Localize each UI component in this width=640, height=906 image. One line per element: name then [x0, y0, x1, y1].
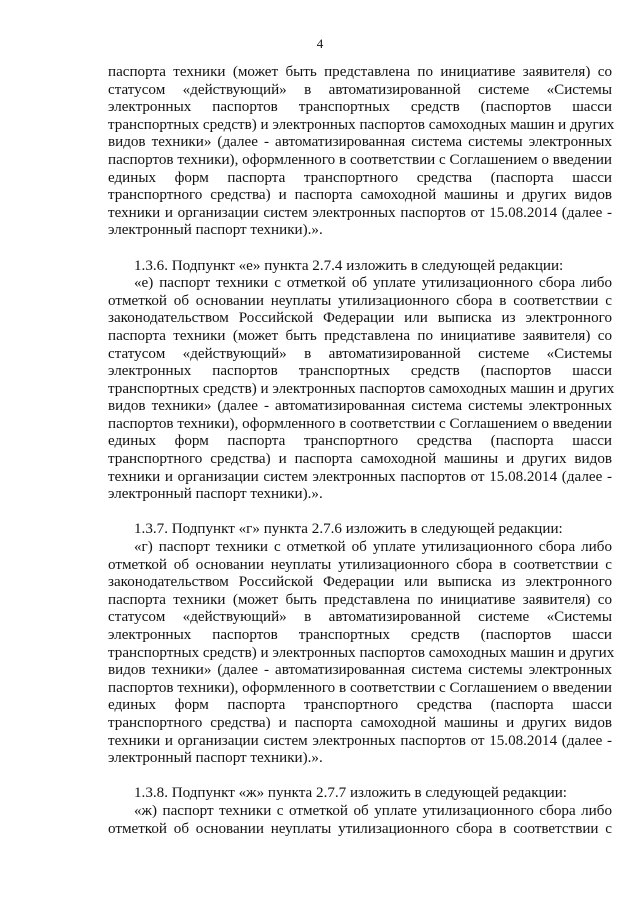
text-line: транспортного средства) и паспорта самоходной машины и других видов	[108, 451, 612, 468]
text-line: «е) паспорт техники с отметкой об уплате утилизационного сбора либо	[134, 275, 612, 292]
text-line: электронных паспортов транспортных средств (паспортов шасси	[108, 627, 612, 643]
text-line: 1.3.7. Подпункт «г» пункта 2.7.6 изложить в следующей редакции:	[134, 521, 563, 538]
paragraph-gap	[108, 240, 612, 258]
text-line: паспорта техники (может быть представлена по инициативе заявителя) со	[108, 591, 612, 608]
page-number: 4	[316, 36, 324, 51]
paragraph-gap	[108, 768, 612, 786]
text-line: единых форм паспорта транспортного средства (паспорта шасси	[108, 433, 612, 450]
text-line: отметкой об основании неуплаты утилизационного сбора в соответствии с	[108, 820, 612, 837]
text-line: единых форм паспорта транспортного средства (паспорта шасси	[108, 169, 612, 186]
text-line: электронный паспорт техники).».	[108, 222, 323, 239]
text-line: транспортных средств) и электронных паспортов самоходных машин и других	[108, 116, 615, 133]
text-line: паспортов техники), оформленного в соответствии с Соглашением о введении	[108, 679, 612, 696]
text-line: электронных паспортов транспортных средств (паспортов шасси	[108, 363, 612, 380]
text-line: транспортных средств) и электронных паспортов самоходных машин и других	[108, 644, 615, 661]
text-line: электронный паспорт техники).».	[108, 486, 323, 503]
text-line: статусом «действующий» в автоматизированной системе «Системы	[108, 345, 612, 362]
text-line: паспорта техники (может быть представлена по инициативе заявителя) со	[108, 327, 612, 344]
text-line: видов техники» (далее - автоматизированная система системы электронных	[108, 134, 612, 151]
text-line: статусом «действующий» в автоматизированной системе «Системы	[108, 81, 612, 98]
text-line: транспортного средства) и паспорта самоходной машины и других видов	[108, 714, 612, 731]
paragraph	[108, 521, 612, 539]
paragraph	[108, 785, 612, 803]
text-line: паспортов техники), оформленного в соответствии с Соглашением о введении	[108, 415, 612, 432]
text-line: 1.3.8. Подпункт «ж» пункта 2.7.7 изложить в следующей редакции:	[134, 785, 567, 802]
text-line: «ж) паспорт техники с отметкой об уплате утилизационного сбора либо	[134, 802, 612, 819]
text-line: электронный паспорт техники).».	[108, 750, 323, 767]
text-line: транспортного средства) и паспорта самоходной машины и других видов	[108, 187, 612, 204]
text-line: 1.3.6. Подпункт «е» пункта 2.7.4 изложить в следующей редакции:	[134, 257, 564, 274]
document-body	[108, 64, 615, 838]
text-line: техники и организации систем электронных паспортов от 15.08.2014 (далее -	[108, 732, 612, 749]
paragraph	[108, 539, 615, 768]
text-line: электронных паспортов транспортных средств (паспортов шасси	[108, 99, 612, 116]
paragraph-gap	[108, 504, 612, 522]
paragraph	[108, 275, 615, 504]
text-line: законодательством Российской Федерации или выписка из электронного	[108, 310, 612, 327]
text-line: техники и организации систем электронных паспортов от 15.08.2014 (далее -	[108, 468, 612, 485]
text-line: отметкой об основании неуплаты утилизационного сбора в соответствии с	[108, 292, 612, 309]
text-line: паспортов техники), оформленного в соответствии с Соглашением о введении	[108, 151, 612, 168]
text-line: статусом «действующий» в автоматизированной системе «Системы	[108, 609, 612, 626]
text-line: «г) паспорт техники с отметкой об уплате утилизационного сбора либо	[134, 539, 612, 556]
text-line: транспортных средств) и электронных паспортов самоходных машин и других	[108, 380, 615, 397]
text-line: паспорта техники (может быть представлена по инициативе заявителя) со	[108, 64, 612, 80]
text-line: единых форм паспорта транспортного средства (паспорта шасси	[108, 697, 612, 714]
paragraph	[108, 258, 612, 276]
text-line: видов техники» (далее - автоматизированная система системы электронных	[108, 398, 612, 415]
text-line: техники и организации систем электронных паспортов от 15.08.2014 (далее -	[108, 204, 612, 221]
text-line: отметкой об основании неуплаты утилизационного сбора в соответствии с	[108, 556, 612, 573]
paragraph	[108, 64, 615, 240]
text-line: видов техники» (далее - автоматизированная система системы электронных	[108, 662, 612, 679]
paragraph	[108, 803, 612, 838]
text-line: законодательством Российской Федерации или выписка из электронного	[108, 574, 612, 591]
